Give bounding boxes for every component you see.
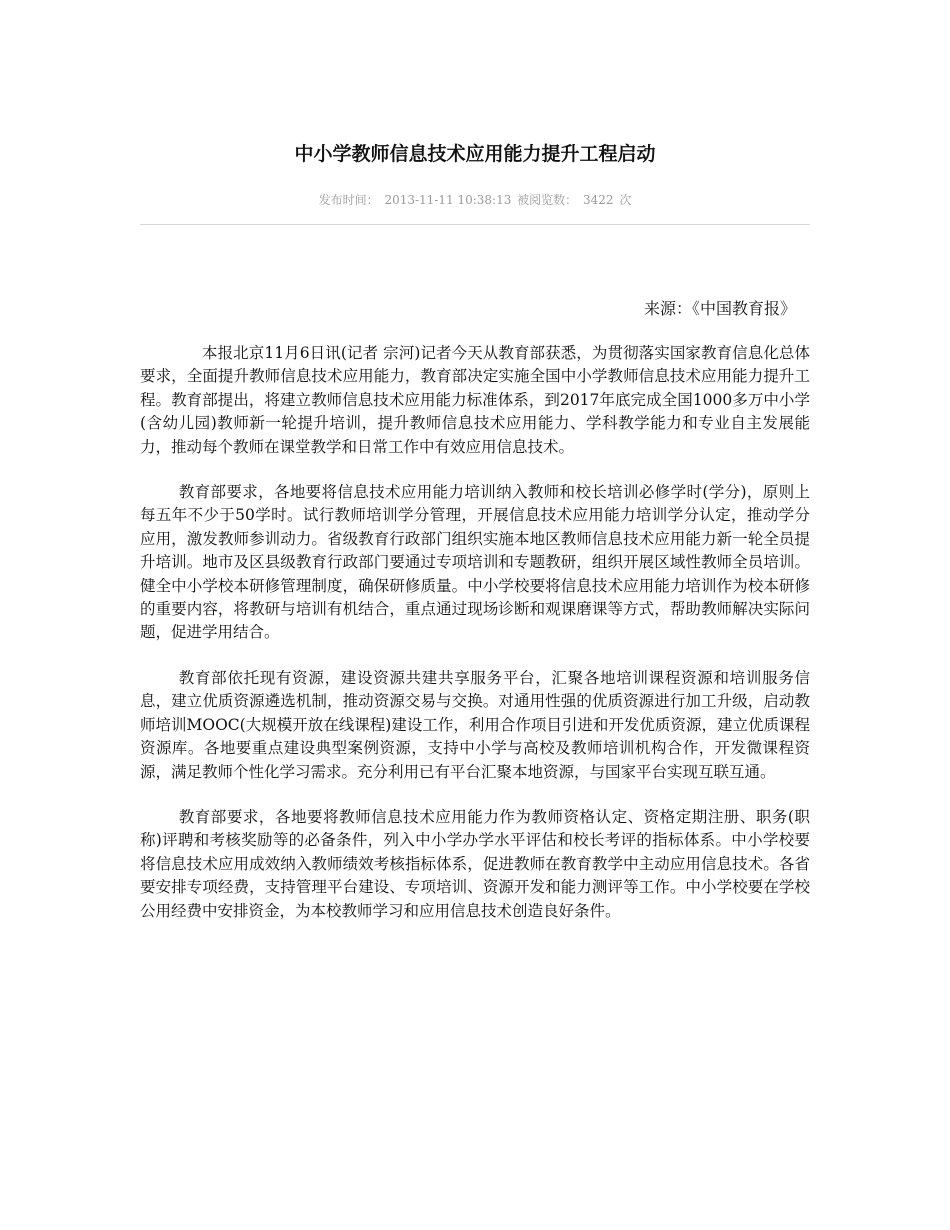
- article-body: [140, 342, 810, 945]
- article-title: 中小学教师信息技术应用能力提升工程启动: [294, 143, 656, 165]
- paragraph-2: 教育部要求，各地要将信息技术应用能力培训纳入教师和校长培训必修学时(学分)，原则上每五年不少于50学时。试行教师培训学分管理，开展信息技术应用能力培训学分认定，推动学分应用，激发教师参训动力。省级教育行政部门组织实施本地区教师信息技术应用能力新一轮全员提升培训。地市及区县级教育行政部门要通过专项培训和专题教研，组织开展区域性教师全员培训。健全中小学校本研修管理制度，确保研修质量。中小学校要将信息技术应用能力培训作为校本研修的重要内容，将教研与培训有机结合，重点通过现场诊断和观课磨课等方式，帮助教师解决实际问题，促进学用结合。: [140, 483, 810, 642]
- publish-time: 2013-11-11 10:38:13: [384, 193, 512, 207]
- article-meta: [140, 191, 810, 209]
- article-source: 来源：《中国教育报》: [643, 299, 796, 318]
- paragraph-4: 教育部要求，各地要将教师信息技术应用能力作为教师资格认定、资格定期注册、职务(职称)评聘和考核奖励等的必备条件，列入中小学办学水平评估和校长考评的指标体系。中小学校要将信息技术应用成效纳入教师绩效考核指标体系，促进教师在教育教学中主动应用信息技术。各省要安排专项经费，支持管理平台建设、专项培训、资源开发和能力测评等工作。中小学校要在学校公用经费中安排资金，为本校教师学习和应用信息技术创造良好条件。: [140, 807, 810, 920]
- title-divider: [140, 224, 810, 225]
- paragraph-1: 本报北京11月6日讯(记者 宗河)记者今天从教育部获悉，为贯彻落实国家教育信息化总体要求，全面提升教师信息技术应用能力，教育部决定实施全国中小学教师信息技术应用能力提升工程。教育部提出，将建立教师信息技术应用能力标准体系，到2017年底完成全国1000多万中小学(含幼儿园)教师新一轮提升培训，提升教师信息技术应用能力、学科教学能力和专业自主发展能力，推动每个教师在课堂教学和日常工作中有效应用信息技术。: [140, 344, 810, 456]
- publish-time-label: 发布时间：: [318, 193, 379, 207]
- paragraph-3: 教育部依托现有资源，建设资源共建共享服务平台，汇聚各地培训课程资源和培训服务信息，建立优质资源遴选机制，推动资源交易与交换。对通用性强的优质资源进行加工升级，启动教师培训MOOC(大规模开放在线课程)建设工作，利用合作项目引进和开发优质资源，建立优质课程资源库。各地要重点建设典型案例资源，支持中小学与高校及教师培训机构合作，开发微课程资源，满足教师个性化学习需求。充分利用已有平台汇聚本地资源，与国家平台实现互联互通。: [140, 668, 810, 781]
- views-unit: 次: [619, 193, 632, 207]
- views-label: 被阅览数：: [517, 193, 578, 207]
- views-count: 3422: [583, 193, 614, 207]
